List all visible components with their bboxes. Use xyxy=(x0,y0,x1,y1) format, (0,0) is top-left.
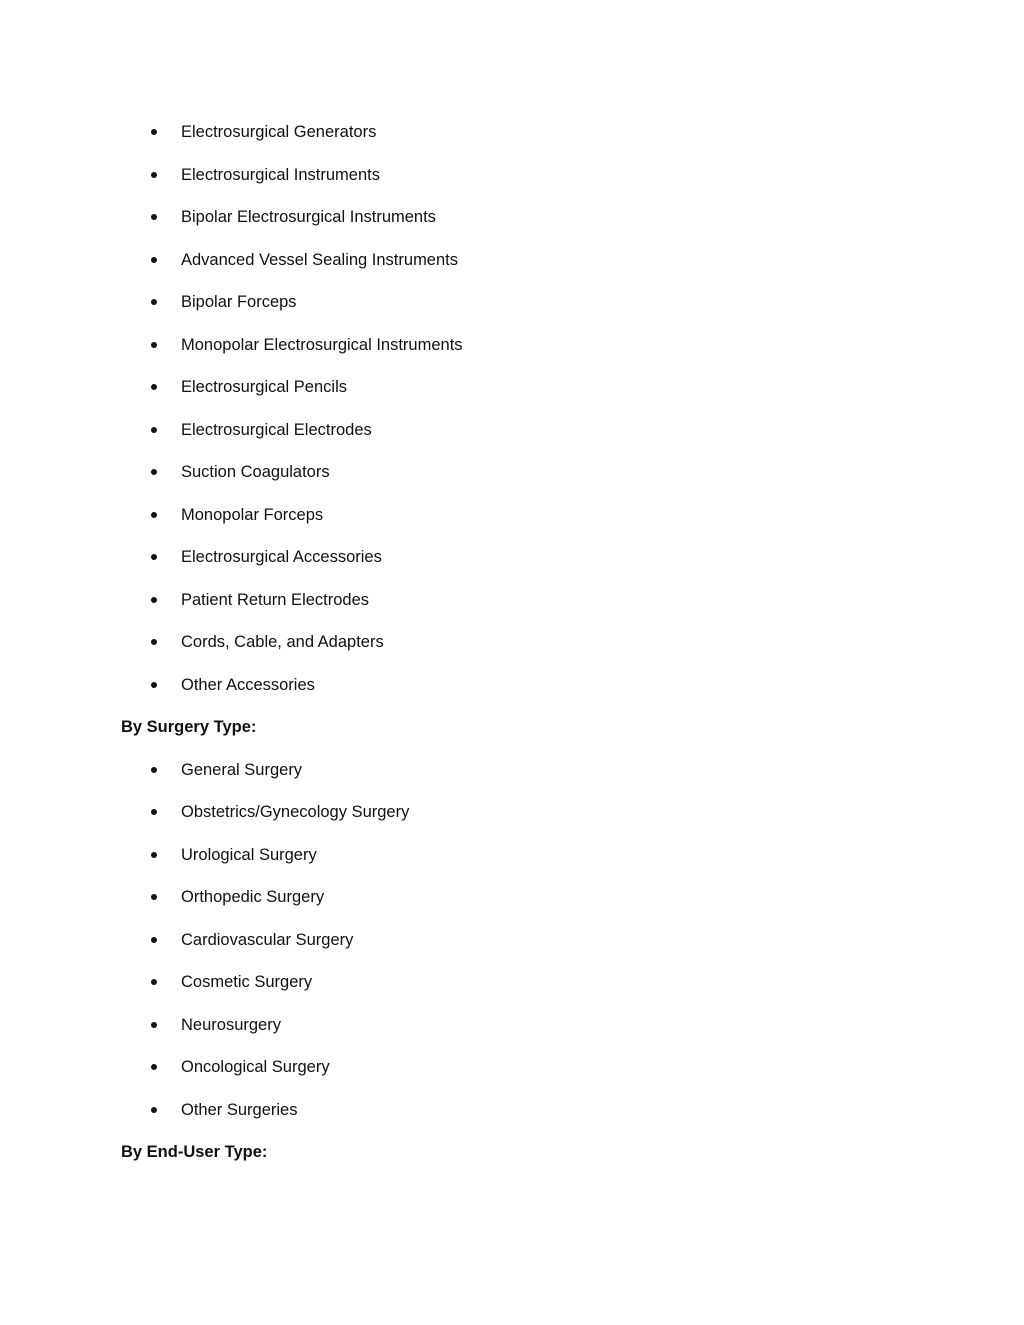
list-item-label: Orthopedic Surgery xyxy=(181,888,325,906)
list-item-label: Other Accessories xyxy=(181,675,315,694)
list-item-label: Electrosurgical Instruments xyxy=(181,165,380,184)
bullet-icon xyxy=(151,639,157,645)
bullet-icon xyxy=(151,554,157,560)
bullet-icon xyxy=(151,852,157,858)
list-item-label: Other Surgeries xyxy=(181,1100,298,1119)
bullet-icon xyxy=(151,767,157,773)
list-item-label: Electrosurgical Electrodes xyxy=(181,420,372,439)
list-item-label: Cords, Cable, and Adapters xyxy=(181,633,384,651)
bullet-icon xyxy=(151,1064,157,1070)
bullet-icon xyxy=(151,597,157,603)
list-item-label: Obstetrics/Gynecology Surgery xyxy=(181,803,410,821)
bullet-icon xyxy=(151,427,157,433)
bullet-icon xyxy=(151,512,157,518)
list-item-label: Oncological Surgery xyxy=(181,1058,330,1076)
bullet-icon xyxy=(151,894,157,900)
list-item-label: Monopolar Forceps xyxy=(181,505,324,524)
bullet-icon xyxy=(151,1022,157,1028)
bullet-icon xyxy=(151,682,157,688)
list-item-label: Urological Surgery xyxy=(181,845,317,864)
bullet-icon xyxy=(151,809,157,815)
bullet-icon xyxy=(151,469,157,475)
bullet-icon xyxy=(151,257,157,263)
bullet-icon xyxy=(151,299,157,305)
list-item-label: Monopolar Electrosurgical Instruments xyxy=(181,335,463,354)
list-item-label: Advanced Vessel Sealing Instruments xyxy=(181,250,458,269)
bullet-icon xyxy=(151,342,157,348)
bullet-icon xyxy=(151,979,157,985)
list-item-label: Cosmetic Surgery xyxy=(181,973,313,991)
list-item-label: Patient Return Electrodes xyxy=(181,590,370,609)
bullet-icon xyxy=(151,214,157,220)
bullet-icon xyxy=(151,384,157,390)
list-item-label: Bipolar Electrosurgical Instruments xyxy=(181,208,436,226)
list-item-label: Neurosurgery xyxy=(181,1015,281,1034)
list-item-label: Electrosurgical Pencils xyxy=(181,378,347,396)
surgery-type-heading: By Surgery Type: xyxy=(121,718,257,736)
bullet-icon xyxy=(151,1107,157,1113)
end-user-type-heading: By End-User Type: xyxy=(121,1143,268,1161)
bullet-icon xyxy=(151,129,157,135)
list-item-label: Bipolar Forceps xyxy=(181,293,297,311)
bullet-icon xyxy=(151,937,157,943)
list-item-label: Electrosurgical Generators xyxy=(181,123,377,141)
list-item-label: Electrosurgical Accessories xyxy=(181,548,382,566)
bullet-icon xyxy=(151,172,157,178)
list-item-label: Suction Coagulators xyxy=(181,463,330,481)
list-item-label: Cardiovascular Surgery xyxy=(181,930,354,949)
list-item-label: General Surgery xyxy=(181,760,303,779)
